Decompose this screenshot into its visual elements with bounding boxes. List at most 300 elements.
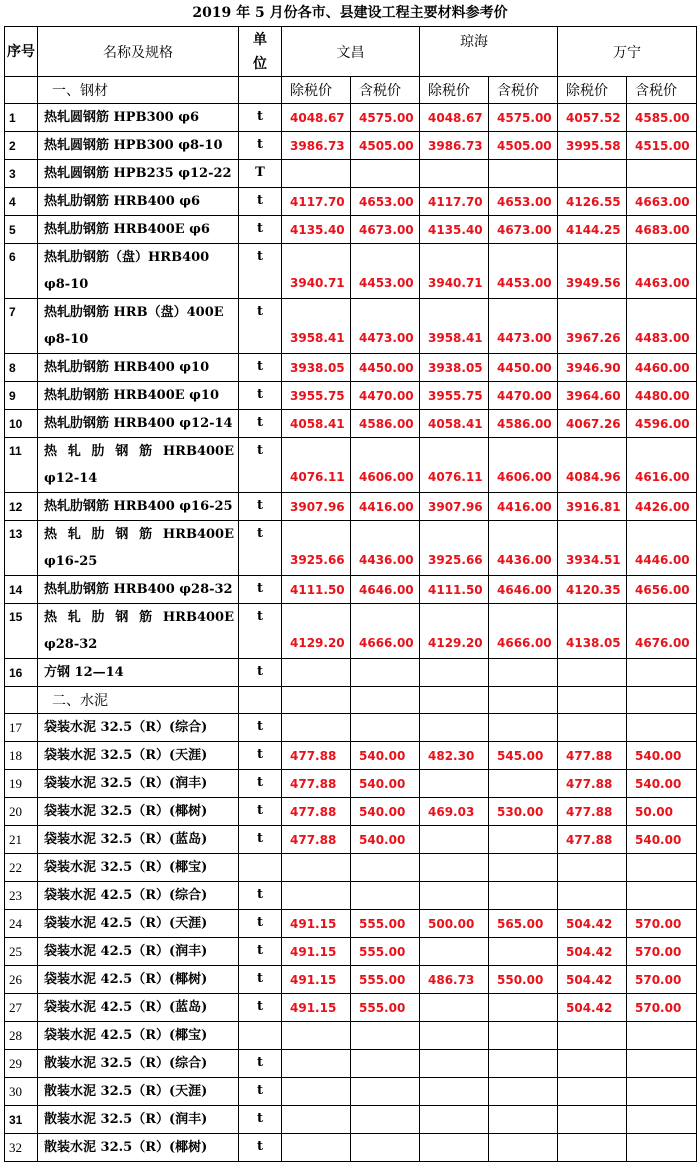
row-name-line1: 袋装水泥 42.5（R）(润丰) — [44, 944, 208, 959]
price-inc-tax: 540.00 — [351, 826, 420, 854]
row-index: 6 — [5, 244, 38, 299]
row-name — [38, 160, 239, 188]
row-name-line1: 热轧圆钢筋 HPB235 φ12-22 — [44, 166, 232, 181]
table-row — [5, 854, 697, 882]
price-ex-tax: 482.30 — [420, 742, 489, 770]
row-name — [38, 410, 239, 438]
row-index: 22 — [5, 854, 38, 882]
price-inc-tax: 570.00 — [627, 966, 697, 994]
row-name — [38, 770, 239, 798]
price-inc-tax: 4646.00 — [351, 576, 420, 604]
price-ex-tax — [420, 659, 489, 687]
row-name-line2: φ8-10 — [44, 277, 89, 292]
section-index-cell — [5, 687, 38, 714]
row-name — [38, 659, 239, 687]
price-inc-tax: 4470.00 — [489, 382, 558, 410]
price-ex-tax: 4084.96 — [558, 438, 627, 493]
table-row — [5, 798, 697, 826]
row-name — [38, 604, 239, 659]
price-ex-tax: 3955.75 — [420, 382, 489, 410]
price-inc-tax — [351, 854, 420, 882]
row-unit: t — [239, 438, 282, 493]
price-inc-tax: 555.00 — [351, 910, 420, 938]
price-inc-tax: 4426.00 — [627, 493, 697, 521]
table-row — [5, 994, 697, 1022]
price-inc-tax: 4436.00 — [489, 521, 558, 576]
section-empty-cell — [282, 687, 351, 714]
table-row — [5, 410, 697, 438]
price-inc-tax — [489, 882, 558, 910]
section-label: 二、水泥 — [38, 687, 239, 714]
row-index: 16 — [5, 659, 38, 687]
price-inc-tax: 4606.00 — [489, 438, 558, 493]
row-name — [38, 1134, 239, 1162]
price-ex-tax: 504.42 — [558, 966, 627, 994]
row-index: 32 — [5, 1134, 38, 1162]
row-index: 18 — [5, 742, 38, 770]
price-ex-tax: 4058.41 — [420, 410, 489, 438]
price-inc-tax: 4416.00 — [351, 493, 420, 521]
price-inc-tax — [489, 1050, 558, 1078]
price-inc-tax — [627, 160, 697, 188]
row-name-line1: 散装水泥 32.5（R）(天涯) — [44, 1084, 208, 1099]
price-ex-tax: 4117.70 — [420, 188, 489, 216]
section-unit-cell — [239, 77, 282, 104]
row-index: 30 — [5, 1078, 38, 1106]
price-ex-tax — [558, 659, 627, 687]
row-name — [38, 798, 239, 826]
price-inc-tax: 4575.00 — [351, 104, 420, 132]
price-inc-tax: 4446.00 — [627, 521, 697, 576]
table-row — [5, 938, 697, 966]
row-unit: t — [239, 493, 282, 521]
price-inc-tax — [489, 826, 558, 854]
row-index: 28 — [5, 1022, 38, 1050]
price-ex-tax: 477.88 — [558, 770, 627, 798]
price-inc-tax: 565.00 — [489, 910, 558, 938]
row-name-line1: 袋装水泥 32.5（R）(椰宝) — [44, 860, 208, 875]
price-inc-tax: 4653.00 — [351, 188, 420, 216]
price-ex-tax — [420, 714, 489, 742]
row-name — [38, 910, 239, 938]
row-index: 25 — [5, 938, 38, 966]
price-inc-tax: 540.00 — [351, 798, 420, 826]
price-ex-tax: 4135.40 — [282, 216, 351, 244]
row-name-line1: 袋装水泥 32.5（R）(天涯) — [44, 748, 208, 763]
table-row — [5, 742, 697, 770]
row-index: 26 — [5, 966, 38, 994]
row-index: 3 — [5, 160, 38, 188]
price-ex-tax — [558, 1050, 627, 1078]
price-ex-tax: 500.00 — [420, 910, 489, 938]
row-unit: t — [239, 798, 282, 826]
price-ex-tax: 477.88 — [282, 770, 351, 798]
row-unit: t — [239, 354, 282, 382]
row-name — [38, 1078, 239, 1106]
row-name-line1: 热轧肋钢筋（盘）HRB400 — [44, 250, 210, 265]
price-ex-tax — [282, 854, 351, 882]
price-ex-tax: 3995.58 — [558, 132, 627, 160]
row-name-line1: 热轧圆钢筋 HPB300 φ6 — [44, 110, 200, 125]
price-inc-tax: 4450.00 — [351, 354, 420, 382]
price-ex-tax: 3946.90 — [558, 354, 627, 382]
price-inc-tax: 4436.00 — [351, 521, 420, 576]
row-unit: t — [239, 521, 282, 576]
row-index: 17 — [5, 714, 38, 742]
row-unit: t — [239, 244, 282, 299]
price-inc-tax: 4585.00 — [627, 104, 697, 132]
price-ex-tax: 3934.51 — [558, 521, 627, 576]
price-ex-tax: 4057.52 — [558, 104, 627, 132]
price-inc-tax: 4505.00 — [351, 132, 420, 160]
price-ex-tax — [282, 1106, 351, 1134]
price-ex-tax — [420, 938, 489, 966]
price-ex-tax: 3925.66 — [282, 521, 351, 576]
price-inc-tax — [351, 1022, 420, 1050]
table-row — [5, 299, 697, 354]
row-name — [38, 244, 239, 299]
row-index: 21 — [5, 826, 38, 854]
price-inc-tax — [351, 882, 420, 910]
row-unit: t — [239, 188, 282, 216]
price-inc-tax — [489, 659, 558, 687]
price-ex-tax: 4058.41 — [282, 410, 351, 438]
row-name-line1: 袋装水泥 32.5（R）(综合) — [44, 720, 208, 735]
price-ex-tax: 3907.96 — [282, 493, 351, 521]
table-row — [5, 1022, 697, 1050]
price-inc-tax: 4460.00 — [627, 354, 697, 382]
price-ex-tax: 3938.05 — [420, 354, 489, 382]
header-inc-tax: 含税价 — [627, 77, 697, 104]
price-ex-tax: 486.73 — [420, 966, 489, 994]
row-name — [38, 966, 239, 994]
row-name-line1: 袋装水泥 42.5（R）(椰树) — [44, 972, 208, 987]
price-ex-tax: 4076.11 — [282, 438, 351, 493]
price-ex-tax — [420, 160, 489, 188]
price-ex-tax: 477.88 — [558, 742, 627, 770]
price-inc-tax — [489, 1106, 558, 1134]
row-name — [38, 576, 239, 604]
price-inc-tax: 4656.00 — [627, 576, 697, 604]
row-name-line1: 袋装水泥 42.5（R）(椰宝) — [44, 1028, 208, 1043]
header-name: 名称及规格 — [38, 27, 239, 77]
price-ex-tax — [558, 714, 627, 742]
table-row — [5, 493, 697, 521]
price-ex-tax — [282, 1134, 351, 1162]
price-ex-tax: 4126.55 — [558, 188, 627, 216]
header-ex-tax: 除税价 — [282, 77, 351, 104]
row-name — [38, 994, 239, 1022]
price-ex-tax: 4117.70 — [282, 188, 351, 216]
price-inc-tax: 570.00 — [627, 910, 697, 938]
price-inc-tax: 4586.00 — [351, 410, 420, 438]
table-row — [5, 604, 697, 659]
header-inc-tax: 含税价 — [351, 77, 420, 104]
table-row — [5, 714, 697, 742]
header-ex-tax: 除税价 — [558, 77, 627, 104]
row-index: 4 — [5, 188, 38, 216]
price-ex-tax: 4067.26 — [558, 410, 627, 438]
price-inc-tax: 555.00 — [351, 994, 420, 1022]
row-name-line1: 热 轧 肋 钢 筋 HRB400E — [44, 610, 234, 625]
price-ex-tax: 491.15 — [282, 966, 351, 994]
section-row — [5, 77, 697, 104]
price-ex-tax: 504.42 — [558, 994, 627, 1022]
price-inc-tax — [489, 714, 558, 742]
price-inc-tax: 50.00 — [627, 798, 697, 826]
row-index: 15 — [5, 604, 38, 659]
price-ex-tax — [558, 1134, 627, 1162]
row-name-line2: φ8-10 — [44, 332, 89, 347]
price-inc-tax: 540.00 — [627, 742, 697, 770]
row-name — [38, 216, 239, 244]
row-unit: t — [239, 299, 282, 354]
price-ex-tax — [420, 1106, 489, 1134]
price-ex-tax: 477.88 — [282, 798, 351, 826]
price-inc-tax — [627, 1022, 697, 1050]
price-table — [4, 26, 697, 1162]
row-name-line1: 热轧肋钢筋 HRB400 φ28-32 — [44, 582, 233, 597]
price-inc-tax: 555.00 — [351, 938, 420, 966]
row-unit: t — [239, 576, 282, 604]
header-city-wanning: 万宁 — [558, 27, 697, 77]
row-unit: t — [239, 882, 282, 910]
row-index: 2 — [5, 132, 38, 160]
row-name-line1: 袋装水泥 32.5（R）(蓝岛) — [44, 832, 208, 847]
section-label: 一、钢材 — [38, 77, 239, 104]
row-name-line1: 袋装水泥 32.5（R）(润丰) — [44, 776, 208, 791]
row-unit: t — [239, 659, 282, 687]
price-inc-tax: 540.00 — [627, 770, 697, 798]
row-index: 8 — [5, 354, 38, 382]
row-index: 10 — [5, 410, 38, 438]
table-row — [5, 1050, 697, 1078]
price-inc-tax: 4683.00 — [627, 216, 697, 244]
price-inc-tax — [489, 854, 558, 882]
price-inc-tax — [351, 1134, 420, 1162]
row-index: 14 — [5, 576, 38, 604]
price-ex-tax: 4135.40 — [420, 216, 489, 244]
table-row — [5, 1078, 697, 1106]
price-ex-tax: 477.88 — [558, 826, 627, 854]
header-index: 序号 — [5, 27, 38, 77]
row-unit — [239, 854, 282, 882]
price-ex-tax — [420, 1022, 489, 1050]
price-inc-tax: 4463.00 — [627, 244, 697, 299]
row-unit: t — [239, 104, 282, 132]
table-row — [5, 160, 697, 188]
price-ex-tax: 504.42 — [558, 938, 627, 966]
row-name — [38, 104, 239, 132]
price-inc-tax: 4616.00 — [627, 438, 697, 493]
row-name-line1: 热轧肋钢筋 HRB400 φ12-14 — [44, 416, 233, 431]
section-index-cell — [5, 77, 38, 104]
price-ex-tax — [558, 160, 627, 188]
row-name-line1: 袋装水泥 42.5（R）(蓝岛) — [44, 1000, 208, 1015]
row-index: 29 — [5, 1050, 38, 1078]
price-ex-tax: 491.15 — [282, 938, 351, 966]
price-ex-tax: 4144.25 — [558, 216, 627, 244]
row-unit: t — [239, 382, 282, 410]
price-ex-tax: 4138.05 — [558, 604, 627, 659]
price-inc-tax — [351, 1050, 420, 1078]
price-ex-tax — [282, 1022, 351, 1050]
row-unit: T — [239, 160, 282, 188]
row-name — [38, 1022, 239, 1050]
price-ex-tax — [420, 882, 489, 910]
page-title: 2019 年 5 月份各市、县建设工程主要材料参考价 — [192, 5, 508, 21]
table-row — [5, 966, 697, 994]
header-inc-tax: 含税价 — [489, 77, 558, 104]
price-inc-tax: 4575.00 — [489, 104, 558, 132]
row-unit: t — [239, 938, 282, 966]
table-row — [5, 576, 697, 604]
price-inc-tax: 4480.00 — [627, 382, 697, 410]
price-inc-tax: 540.00 — [351, 770, 420, 798]
row-unit: t — [239, 1078, 282, 1106]
price-ex-tax: 3938.05 — [282, 354, 351, 382]
row-name — [38, 132, 239, 160]
table-row — [5, 826, 697, 854]
row-name-line1: 热轧肋钢筋 HRB400 φ16-25 — [44, 499, 233, 514]
price-inc-tax: 4505.00 — [489, 132, 558, 160]
price-ex-tax: 3940.71 — [420, 244, 489, 299]
price-ex-tax: 4129.20 — [282, 604, 351, 659]
row-name — [38, 826, 239, 854]
table-row — [5, 770, 697, 798]
price-ex-tax: 491.15 — [282, 994, 351, 1022]
table-row — [5, 1134, 697, 1162]
price-inc-tax: 4676.00 — [627, 604, 697, 659]
row-name — [38, 438, 239, 493]
price-inc-tax: 4606.00 — [351, 438, 420, 493]
row-index: 27 — [5, 994, 38, 1022]
row-index: 1 — [5, 104, 38, 132]
price-inc-tax — [489, 160, 558, 188]
price-ex-tax — [420, 770, 489, 798]
price-ex-tax — [558, 854, 627, 882]
price-ex-tax — [558, 882, 627, 910]
price-ex-tax: 4048.67 — [420, 104, 489, 132]
price-inc-tax — [627, 854, 697, 882]
row-name — [38, 354, 239, 382]
row-name — [38, 299, 239, 354]
price-inc-tax: 4450.00 — [489, 354, 558, 382]
price-ex-tax: 4048.67 — [282, 104, 351, 132]
price-ex-tax — [420, 826, 489, 854]
section-empty-cell — [558, 687, 627, 714]
price-inc-tax: 4666.00 — [351, 604, 420, 659]
row-name — [38, 854, 239, 882]
row-name-line1: 热 轧 肋 钢 筋 HRB400E — [44, 527, 234, 542]
row-unit: t — [239, 910, 282, 938]
row-unit: t — [239, 410, 282, 438]
price-ex-tax: 477.88 — [558, 798, 627, 826]
price-inc-tax — [627, 714, 697, 742]
table-row — [5, 882, 697, 910]
row-unit: t — [239, 714, 282, 742]
row-name-line1: 热轧肋钢筋 HRB（盘）400E — [44, 305, 224, 320]
row-unit: t — [239, 1134, 282, 1162]
row-name — [38, 742, 239, 770]
price-ex-tax — [420, 854, 489, 882]
price-ex-tax — [420, 994, 489, 1022]
row-name — [38, 382, 239, 410]
price-inc-tax: 4596.00 — [627, 410, 697, 438]
header-city-qionghai: 琼海 — [420, 27, 558, 77]
price-inc-tax — [351, 160, 420, 188]
price-inc-tax: 540.00 — [627, 826, 697, 854]
table-row — [5, 188, 697, 216]
row-index: 19 — [5, 770, 38, 798]
price-ex-tax: 3986.73 — [282, 132, 351, 160]
row-name-line1: 方钢 12—14 — [44, 665, 124, 680]
price-ex-tax: 4120.35 — [558, 576, 627, 604]
row-name-line2: φ16-25 — [44, 554, 98, 569]
price-inc-tax: 4453.00 — [351, 244, 420, 299]
price-inc-tax: 4663.00 — [627, 188, 697, 216]
price-ex-tax — [420, 1050, 489, 1078]
price-inc-tax — [489, 994, 558, 1022]
row-name-line1: 热轧圆钢筋 HPB300 φ8-10 — [44, 138, 223, 153]
row-name-line1: 袋装水泥 42.5（R）(综合) — [44, 888, 208, 903]
price-ex-tax — [282, 160, 351, 188]
price-inc-tax: 4673.00 — [489, 216, 558, 244]
price-inc-tax: 4470.00 — [351, 382, 420, 410]
row-unit: t — [239, 604, 282, 659]
price-inc-tax: 540.00 — [351, 742, 420, 770]
price-ex-tax: 3907.96 — [420, 493, 489, 521]
row-name — [38, 882, 239, 910]
price-ex-tax — [420, 1078, 489, 1106]
section-unit-cell — [239, 687, 282, 714]
row-name — [38, 521, 239, 576]
price-inc-tax — [489, 1134, 558, 1162]
price-ex-tax: 3949.56 — [558, 244, 627, 299]
price-ex-tax: 3958.41 — [420, 299, 489, 354]
row-name-line1: 热轧肋钢筋 HRB400E φ6 — [44, 222, 210, 237]
row-name — [38, 493, 239, 521]
price-inc-tax: 4453.00 — [489, 244, 558, 299]
row-unit: t — [239, 826, 282, 854]
header-unit: 单位 — [239, 27, 282, 77]
table-row — [5, 132, 697, 160]
row-index: 24 — [5, 910, 38, 938]
section-empty-cell — [420, 687, 489, 714]
price-inc-tax: 550.00 — [489, 966, 558, 994]
price-inc-tax — [627, 1050, 697, 1078]
price-inc-tax — [627, 882, 697, 910]
price-ex-tax: 3940.71 — [282, 244, 351, 299]
row-name-line1: 热轧肋钢筋 HRB400E φ10 — [44, 388, 220, 403]
row-name — [38, 938, 239, 966]
price-ex-tax — [282, 659, 351, 687]
row-unit: t — [239, 132, 282, 160]
price-inc-tax: 570.00 — [627, 938, 697, 966]
price-inc-tax: 4646.00 — [489, 576, 558, 604]
price-inc-tax — [627, 1134, 697, 1162]
row-unit: t — [239, 1050, 282, 1078]
row-unit: t — [239, 994, 282, 1022]
row-index: 20 — [5, 798, 38, 826]
price-inc-tax — [627, 659, 697, 687]
price-ex-tax: 3986.73 — [420, 132, 489, 160]
row-name-line1: 散装水泥 32.5（R）(综合) — [44, 1056, 208, 1071]
price-inc-tax — [351, 659, 420, 687]
header-city-wenchang: 文昌 — [282, 27, 420, 77]
price-inc-tax: 4473.00 — [351, 299, 420, 354]
table-row — [5, 244, 697, 299]
